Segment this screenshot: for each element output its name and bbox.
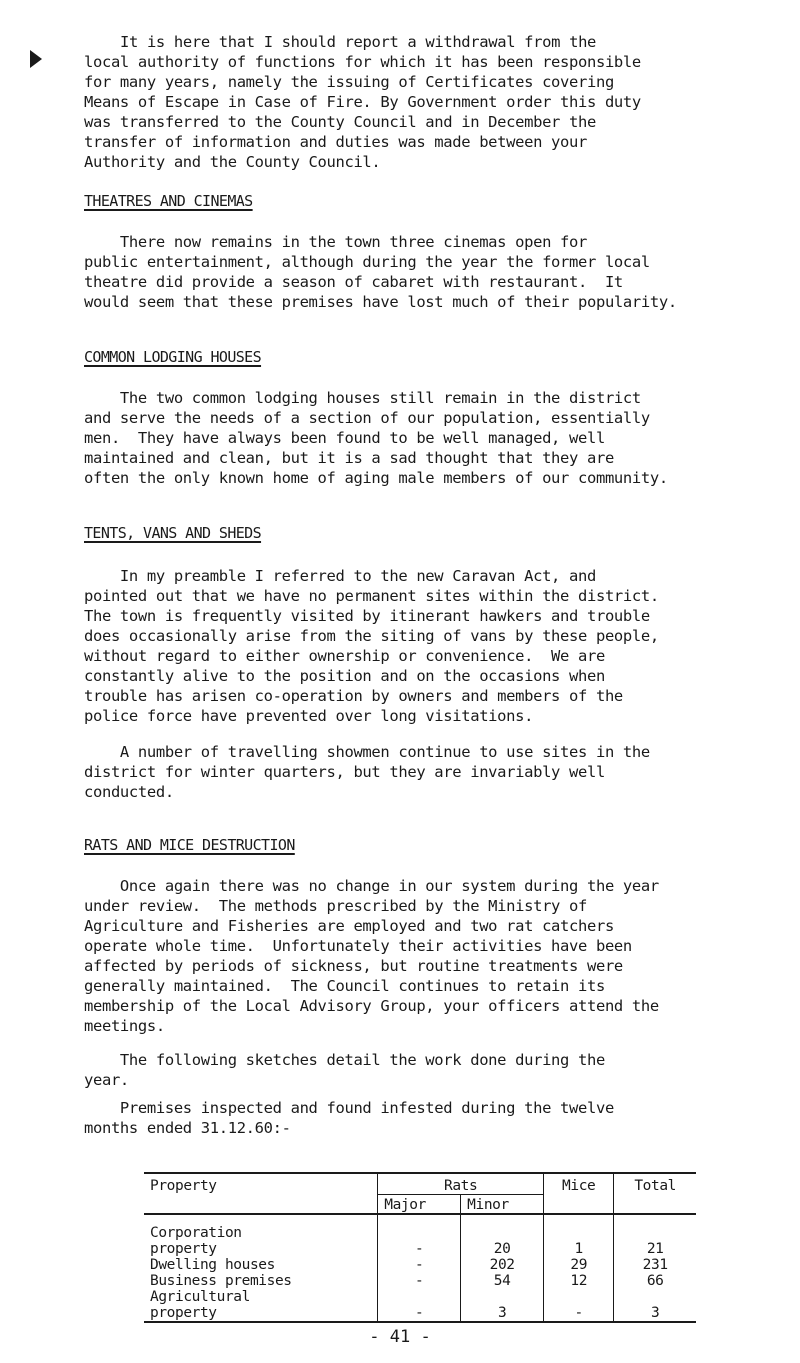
body-line: maintained and clean, but it is a sad thought that they are [84, 449, 614, 467]
intro-line: local authority of functions for which it has been responsible [84, 53, 641, 71]
header-major: Major [378, 1195, 461, 1215]
cell-major: - [378, 1214, 461, 1257]
section-heading-rats: RATS AND MICE DESTRUCTION [84, 836, 295, 854]
body-line: conducted. [84, 783, 174, 801]
body-line: affected by periods of sickness, but routine treatments were [84, 957, 623, 975]
cell-mice: 29 [544, 1257, 614, 1273]
cell-mice: 1 [544, 1214, 614, 1257]
tents-paragraph-1 [84, 566, 744, 726]
body-line: men. They have always been found to be well managed, well [84, 429, 605, 447]
intro-line: Means of Escape in Case of Fire. By Government order this duty [84, 93, 641, 111]
body-line: membership of the Local Advisory Group, your officers attend the [84, 997, 659, 1015]
body-line: does occasionally arise from the siting of vans by these people, [84, 627, 659, 645]
body-line: Premises inspected and found infested during the twelve [84, 1099, 614, 1117]
intro-line: Authority and the County Council. [84, 153, 381, 171]
cell-mice: - [544, 1289, 614, 1322]
body-line: The following sketches detail the work done during the [84, 1051, 605, 1069]
header-total: Total [614, 1173, 696, 1214]
body-line: generally maintained. The Council continues to retain its [84, 977, 605, 995]
table-row-property [144, 1289, 378, 1322]
row-label: property [150, 1305, 217, 1321]
body-line: police force have prevented over long visitations. [84, 707, 534, 725]
table-row-property [144, 1214, 378, 1257]
row-label: Agricultural [150, 1289, 250, 1305]
body-line: pointed out that we have no permanent sites within the district. [84, 587, 659, 605]
intro-paragraph [84, 32, 744, 172]
table-row-property: Dwelling houses [150, 1257, 275, 1273]
margin-arrow-icon [28, 48, 44, 70]
body-line: under review. The methods prescribed by the Ministry of [84, 897, 587, 915]
cell-total: 21 [614, 1214, 696, 1257]
body-line: In my preamble I referred to the new Caravan Act, and [84, 567, 596, 585]
theatres-paragraph [84, 232, 744, 312]
header-property: Property [144, 1173, 378, 1214]
rats-paragraph-1 [84, 876, 744, 1036]
intro-line: was transferred to the County Council and in December the [84, 113, 596, 131]
intro-line: transfer of information and duties was made between your [84, 133, 587, 151]
table-row-property: Business premises [150, 1273, 292, 1289]
body-line: constantly alive to the position and on the occasions when [84, 667, 605, 685]
intro-line: It is here that I should report a withdrawal from the [120, 33, 597, 51]
body-line: would seem that these premises have lost much of their popularity. [84, 293, 677, 311]
infestation-table [144, 1172, 696, 1323]
section-heading-tents: TENTS, VANS AND SHEDS [84, 524, 262, 542]
body-line: There now remains in the town three cinemas open for [84, 233, 587, 251]
body-line: months ended 31.12.60:- [84, 1119, 291, 1137]
intro-line: for many years, namely the issuing of Certificates covering [84, 73, 614, 91]
cell-minor: 20 [461, 1214, 544, 1257]
cell-mice: 12 [544, 1273, 614, 1289]
section-heading-lodging: COMMON LODGING HOUSES [84, 348, 262, 366]
cell-total: 3 [614, 1289, 696, 1322]
cell-total: 66 [614, 1273, 696, 1289]
body-line: often the only known home of aging male members of our community. [84, 469, 668, 487]
cell-major: - [378, 1273, 461, 1289]
body-line: district for winter quarters, but they are invariably well [84, 763, 605, 781]
cell-minor: 54 [461, 1273, 544, 1289]
body-line: The two common lodging houses still remain in the district [84, 389, 641, 407]
body-line: theatre did provide a season of cabaret with restaurant. It [84, 273, 623, 291]
body-line: meetings. [84, 1017, 165, 1035]
rats-paragraph-2 [84, 1050, 744, 1090]
body-line: Once again there was no change in our system during the year [84, 877, 659, 895]
body-line: trouble has arisen co-operation by owners and members of the [84, 687, 623, 705]
body-line: and serve the needs of a section of our population, essentially [84, 409, 650, 427]
body-line: without regard to either ownership or convenience. We are [84, 647, 605, 665]
body-line: year. [84, 1071, 129, 1089]
cell-minor: 3 [461, 1289, 544, 1322]
cell-major: - [378, 1257, 461, 1273]
cell-major: - [378, 1289, 461, 1322]
cell-minor: 202 [461, 1257, 544, 1273]
row-label: property [150, 1241, 217, 1257]
body-line: A number of travelling showmen continue to use sites in the [84, 743, 650, 761]
header-rats: Rats [378, 1173, 544, 1195]
page-number: - 41 - [369, 1327, 431, 1347]
section-heading-theatres: THEATRES AND CINEMAS [84, 192, 253, 210]
body-line: The town is frequently visited by itinerant hawkers and trouble [84, 607, 650, 625]
header-minor: Minor [461, 1195, 544, 1215]
header-mice: Mice [544, 1173, 614, 1214]
lodging-paragraph [84, 388, 744, 488]
row-label: Corporation [150, 1225, 242, 1241]
body-line: operate whole time. Unfortunately their activities have been [84, 937, 632, 955]
premises-intro-paragraph [84, 1098, 744, 1138]
body-line: Agriculture and Fisheries are employed and two rat catchers [84, 917, 614, 935]
cell-total: 231 [614, 1257, 696, 1273]
tents-paragraph-2 [84, 742, 744, 802]
body-line: public entertainment, although during the year the former local [84, 253, 650, 271]
